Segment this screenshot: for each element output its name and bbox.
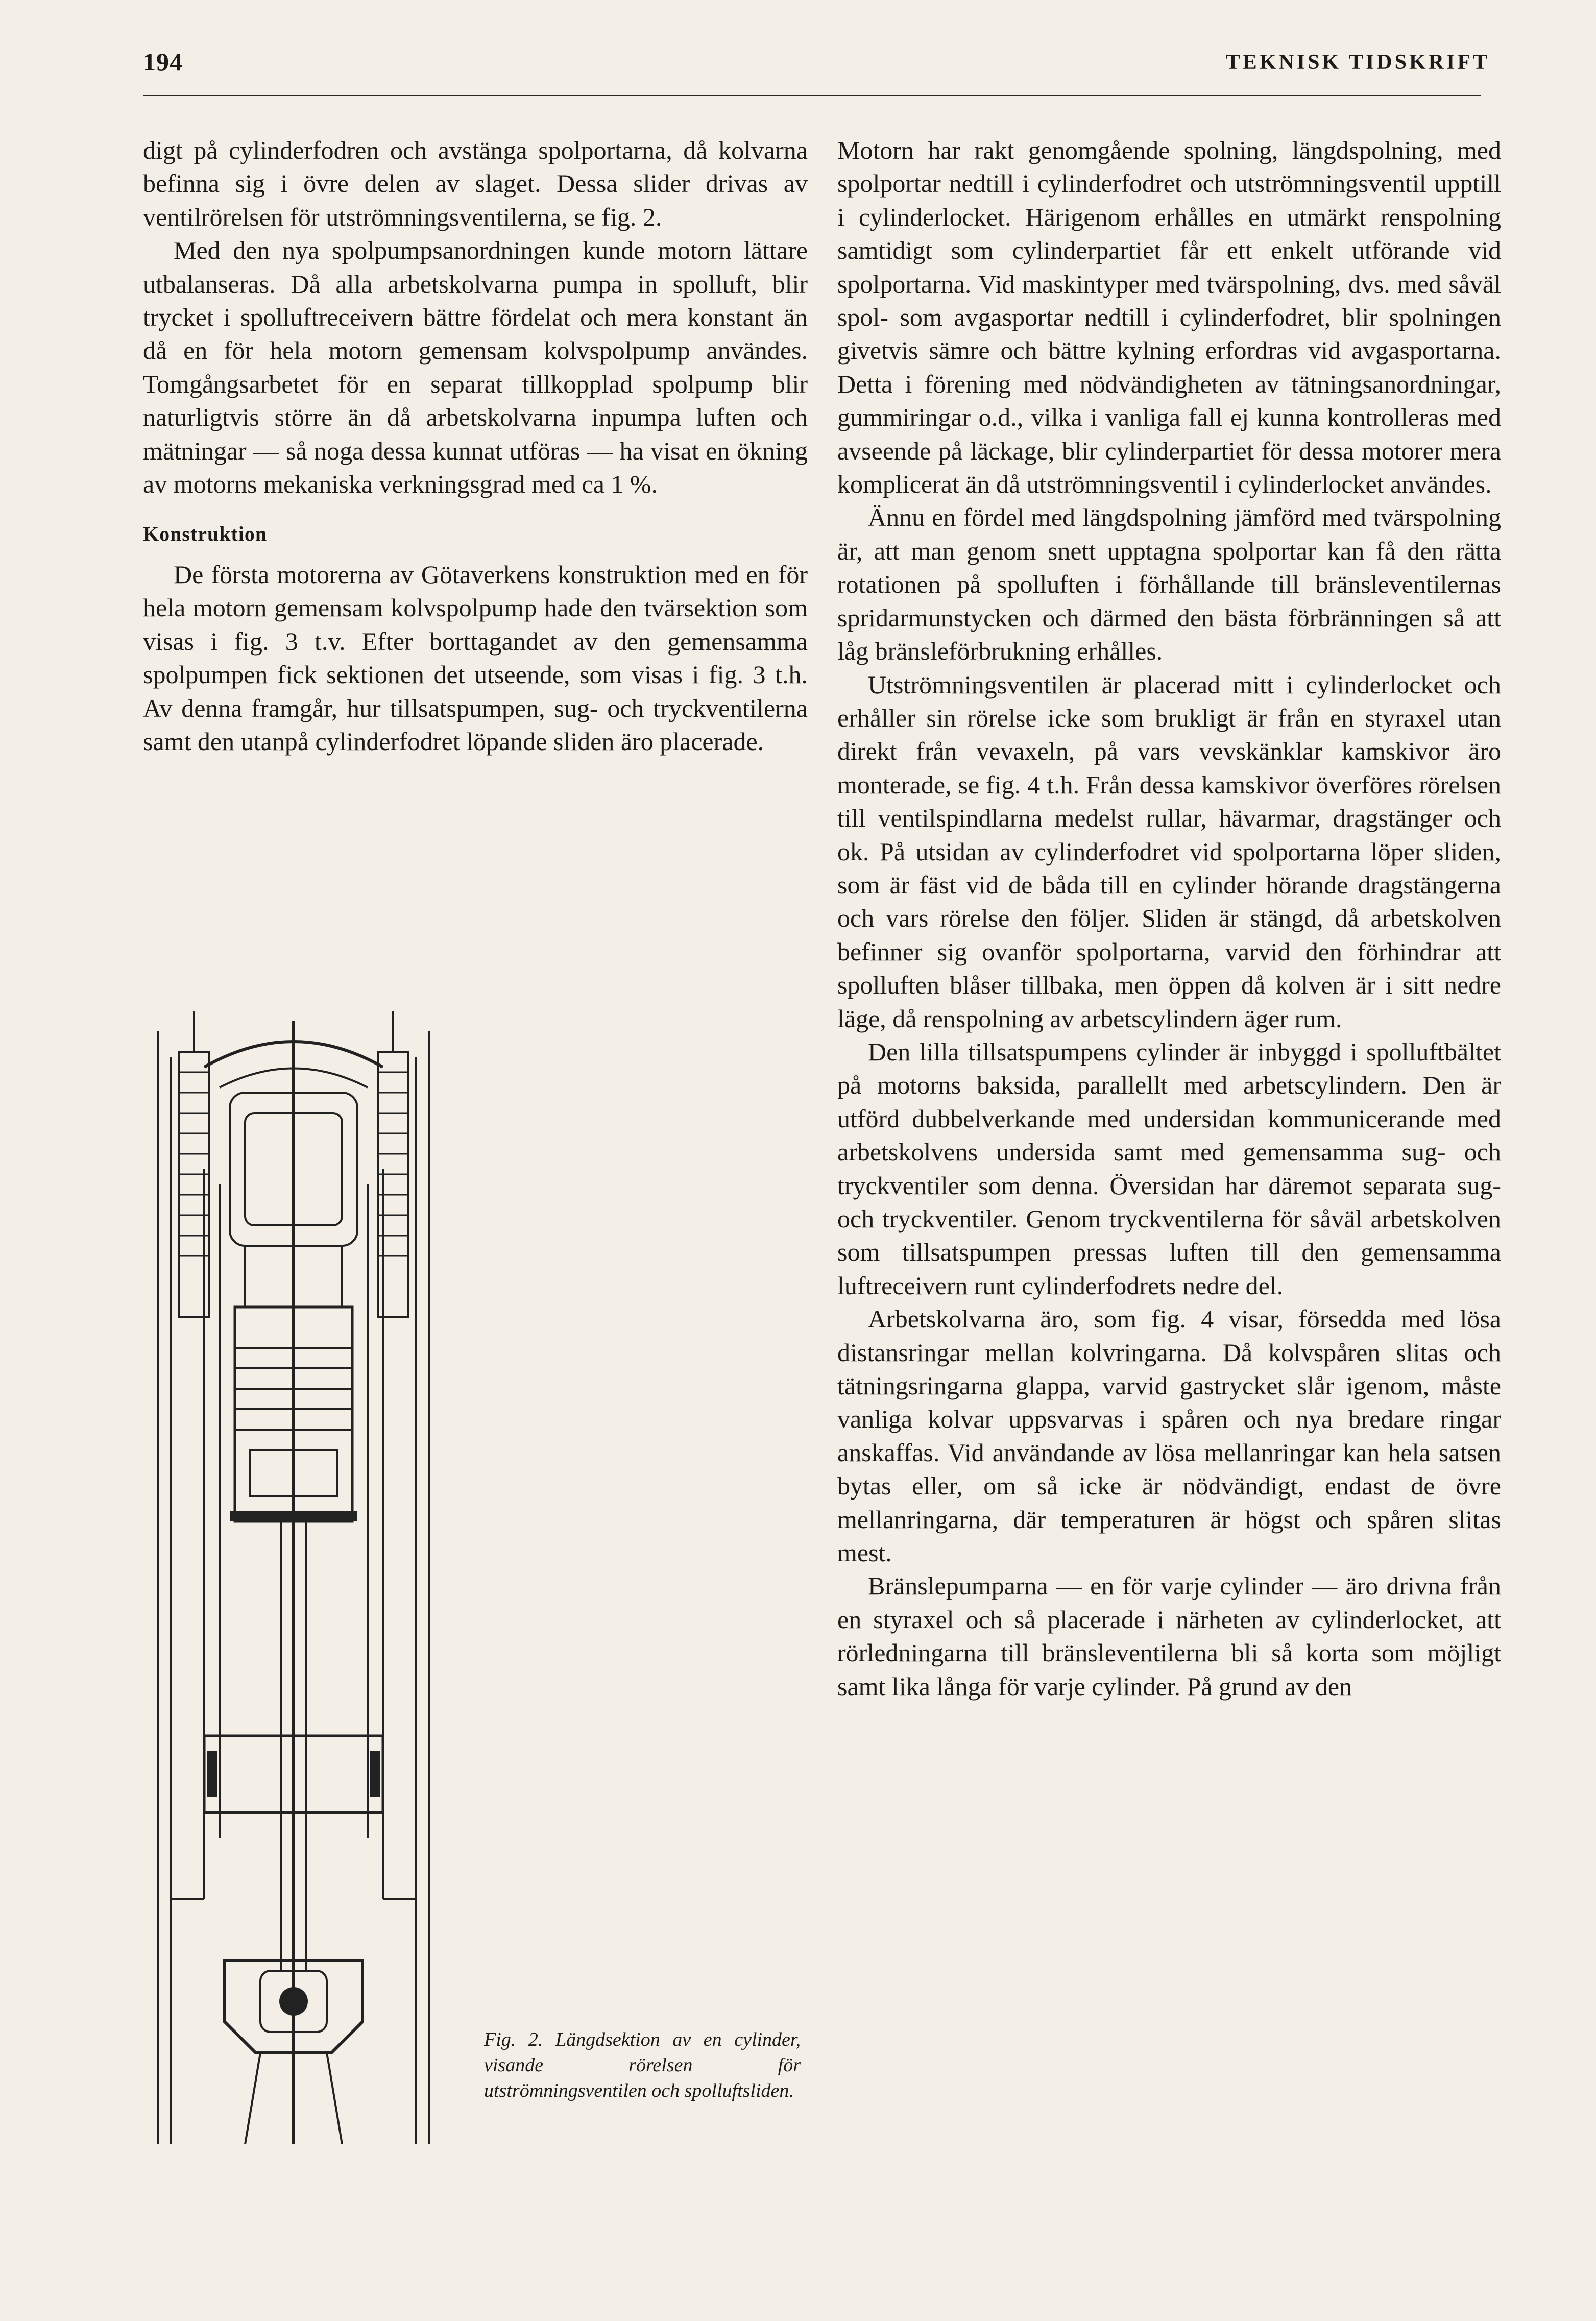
left-paragraph-2: Med den nya spolpumpsanordningen kunde motorn lättare utbalanseras. Då alla arbetskolvarna pumpa in spolluft, blir trycket i spolluftreceivern bättre fördelat och mera konstant än då en för hela motorn gemensam kolvspolpump användes. Tomgångsarbetet för en separat tillkopplad spolpump blir naturligtvis större än då arbetskolvarna inpumpa luften och mätningar — så noga dessa kunnat utföras — ha visat en ökning av motorns mekaniska verkningsgrad med ca 1 %. bbox=[143, 236, 808, 499]
right-paragraph-6: Bränslepumparna — en för varje cylinder — äro drivna från en styraxel och så placerade i närheten av cylinderlocket, att rörledningarna till bränsleventilerna bli så korta som möjligt samt lika långa för varje cylinder. På grund av den bbox=[837, 1571, 1501, 1701]
figure-caption: Fig. 2. Längdsektion av en cylinder, visande rörelsen för utströmningsventilen och spolluftsliden. bbox=[484, 2029, 801, 2101]
cylinder-longitudinal-section-drawing bbox=[143, 1001, 444, 2144]
right-column bbox=[837, 134, 1501, 1703]
header-rule bbox=[143, 95, 1481, 96]
section-heading-konstruktion: Konstruktion bbox=[143, 522, 268, 546]
left-column bbox=[143, 134, 808, 758]
left-paragraph-1: digt på cylinderfodren och avstänga spolportarna, då kolvarna befinna sig i övre delen av slaget. Dessa slider drivas av ventilrörelsen för utströmningsventilerna, se fig. 2. bbox=[143, 136, 808, 231]
right-paragraph-5: Arbetskolvarna äro, som fig. 4 visar, försedda med lösa distansringar mellan kolvringarna. Då kolvspåren slitas och tätningsringarna glappa, varvid gastrycket slår igenom, måste vanliga kolvar uppsvarvas i spåren och nya bredare ringar anskaffas. Vid användande av lösa mellanringar kan hela satsen bytas eller, om så icke är nödvändigt, endast de övre mellanringarna, där temperaturen är högst och spåren slitas mest. bbox=[837, 1304, 1501, 1567]
figure-2 bbox=[143, 1001, 808, 2144]
right-paragraph-1: Motorn har rakt genomgående spolning, längdspolning, med spolportar nedtill i cylinderfodret och utströmningsventil upptill i cylinderlocket. Härigenom erhålles en utmärkt renspolning samtidigt som cylinderpartiet får ett enkelt utförande vid spolportarna. Vid maskintyper med tvärspolning, dvs. med såväl spol- som avgasportar nedtill i cylinderfodret, blir spolningen givetvis sämre och bättre kylning erfordras vid avgasportarna. Detta i förening med nödvändigheten av tätningsanordningar, gummiringar o.d., vilka i vanliga fall ej kunna kontrolleras med avseende på läckage, blir cylinderpartiet för dessa motorer mera komplicerat än då utströmningsventil i cylinderlocket användes. bbox=[837, 136, 1501, 499]
journal-title: TEKNISK TIDSKRIFT bbox=[1225, 51, 1490, 74]
right-paragraph-2: Ännu en fördel med längdspolning jämförd med tvärspolning är, att man genom snett upptagna spolportar kan få den rätta rotationen på spolluften i förhållande till bränsleventilernas spridarmunstycken och därmed den bästa förbränningen så att låg bränsleförbrukning erhålles. bbox=[837, 503, 1501, 666]
left-paragraph-3: De första motorerna av Götaverkens konstruktion med en för hela motorn gemensam kolvspolpump hade den tvärsektion som visas i fig. 3 t.v. Efter borttagandet av den gemensamma spolpumpen fick sektionen det utseende, som visas i fig. 3 t.h. Av denna framgår, hur tillsatspumpen, sug- och tryckventilerna samt den utanpå cylinderfodret löpande sliden äro placerade. bbox=[143, 560, 808, 756]
right-paragraph-3: Utströmningsventilen är placerad mitt i cylinderlocket och erhåller sin rörelse icke som brukligt är från en styraxel utan direkt från vevaxeln, på vars vevskänklar kamskivor äro monterade, se fig. 4 t.h. Från dessa kamskivor överföres rörelsen till ventilspindlarna medelst rullar, hävarmar, dragstänger och ok. På utsidan av cylinderfodret vid spolportarna löper sliden, som är fäst vid de båda till en cylinder hörande dragstängerna och vars rörelse den följer. Sliden är stängd, då arbetskolven befinner sig ovanför spolportarna, varvid den förhindrar att spolluften blåser tillbaka, men öppen då kolven är i sitt nedre läge, då renspolning av arbetscylindern äger rum. bbox=[837, 670, 1501, 1033]
right-paragraph-4: Den lilla tillsatspumpens cylinder är inbyggd i spolluftbältet på motorns baksida, parallellt med arbetscylindern. Den är utförd dubbelverkande med undersidan kommunicerande med arbetskolvens undersida samt med gemensamma sug- och tryckventiler som denna. Översidan har däremot separata sug- och tryckventiler. Genom tryckventilerna för såväl arbetskolven som tillsatspumpen pressas luften till den gemensamma luftreceivern runt cylinderfodrets nedre del. bbox=[837, 1037, 1501, 1300]
page-number: 194 bbox=[143, 47, 183, 76]
